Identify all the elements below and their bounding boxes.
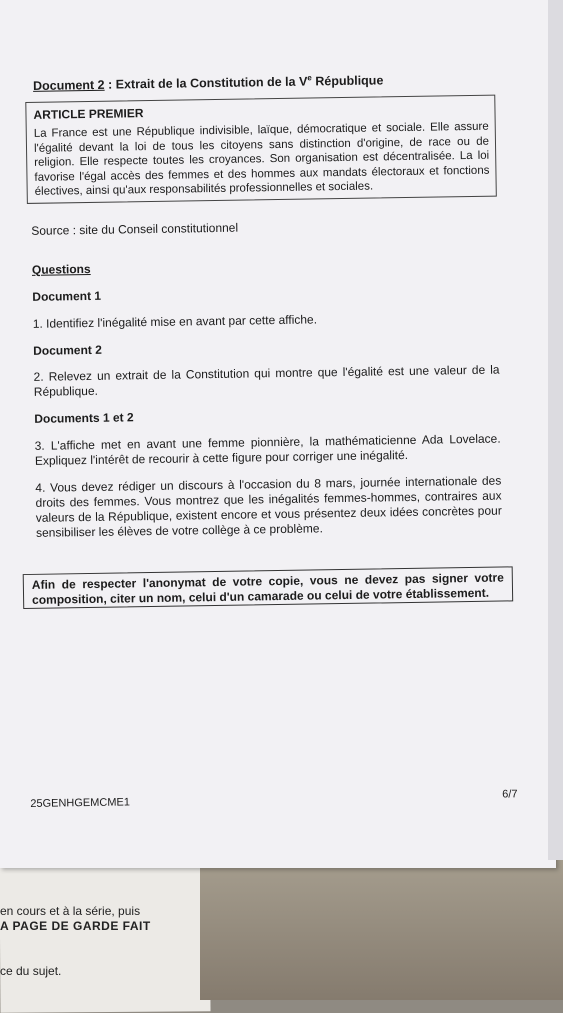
footer-code: 25GENHGEMCME1 [30, 796, 131, 810]
article-title: ARTICLE PREMIER [33, 106, 144, 122]
question-1: 1. Identifiez l'inégalité mise en avant par cette affiche. [32, 312, 318, 331]
document-heading [33, 72, 384, 93]
question-2: 2. Relevez un extrait de la Constitution qui montre que l'égalité est une valeur de la République. [33, 362, 500, 399]
article-body: La France est une République indivisible, laïque, démocratique et sociale. Elle assure l'égalité devant la loi de tous les citoyens sans distinction d'origine, de race ou de religion. Elle respecte toutes les croyances. Son organisation est décentralisée. La loi favorise l'égal accès des femmes et des hommes aux mandats électoraux et fonctions électives, ainsi qu'aux responsabilités professionnelles et sociales. [33, 120, 490, 198]
document2-label: Document 2 [33, 342, 102, 358]
anonymity-notice: Afin de respecter l'anonymat de votre copie, vous ne devez pas signer votre composition, citer un nom, celui d'un camarade ou celui de votre établissement. [31, 570, 504, 607]
questions-title: Questions [31, 261, 91, 277]
source-line: Source : site du Conseil constitutionnel [31, 220, 239, 238]
document-heading-text: : Extrait de la Constitution de la Ve République [104, 73, 384, 92]
page-number: 6/7 [502, 788, 518, 801]
desk-surface [200, 860, 563, 1000]
anonymity-notice-box [23, 566, 513, 609]
back-sheet [0, 861, 211, 1012]
back-sheet-line-3: ce du sujet. [0, 964, 62, 978]
constitution-extract-box [25, 95, 497, 204]
back-sheet-line-1: en cours et à la série, puis [0, 904, 141, 918]
document1-label: Document 1 [32, 288, 102, 304]
documents-1-2-label: Documents 1 et 2 [34, 410, 134, 426]
question-4: 4. Vous devez rédiger un discours à l'occasion du 8 mars, journée internationale des droits des femmes. Vous montrez que les inégalités femmes-hommes, contraires aux valeurs de la République, existent encore et vous présentez deux idées concrètes pour sensibiliser les élèves de votre collège à ce problème. [35, 473, 502, 540]
document-heading-label: Document 2 [32, 77, 105, 93]
question-3: 3. L'affiche met en avant une femme pionnière, la mathématicienne Ada Lovelace. Expliquez l'intérêt de recourir à cette figure pour corriger une inégalité. [34, 431, 501, 468]
back-sheet-line-2: A PAGE DE GARDE FAIT [0, 919, 151, 933]
